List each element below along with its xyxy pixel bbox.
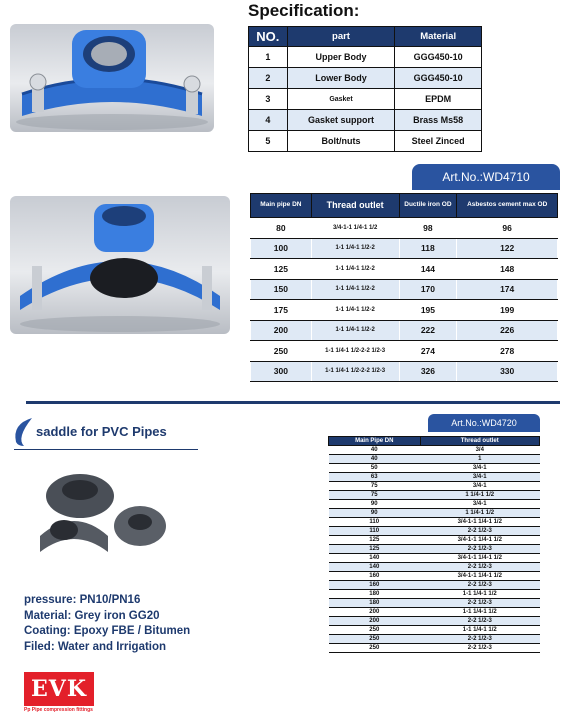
spec-row [249,110,482,131]
spec-row-cell: 3 [249,89,288,110]
pvc-row-cell: 3/4-1 [420,473,539,482]
info-pressure: pressure: PN10/PN16 [24,594,141,606]
pvc-row [329,446,540,455]
wd-row-cell: 226 [457,320,558,341]
pvc-row-cell: 2-2 1/2-3 [420,599,539,608]
pvc-row-cell: 40 [329,446,421,455]
pvc-row-cell: 125 [329,536,421,545]
wd-row [251,238,558,259]
spec-row-cell: 5 [249,131,288,152]
pvc-row-cell: 3/4 [420,446,539,455]
pvc-row-cell: 90 [329,500,421,509]
pvc-row-cell: 1-1 1/4-1 1/2 [420,608,539,617]
wd-row-cell: 250 [251,341,312,362]
pvc-row-cell: 125 [329,545,421,554]
spec-row-cell: Gasket [287,89,395,110]
pvc-row-cell: 2-2 1/2-3 [420,617,539,626]
info-coating: Coating: Epoxy FBE / Bitumen [24,625,191,637]
pvc-row-cell: 180 [329,590,421,599]
wd-row-cell: 1-1 1/4-1 1/2-2 [311,320,399,341]
swoosh-icon [10,416,36,448]
pvc-row [329,635,540,644]
wd-header-ductile: Ductile iron OD [399,194,457,218]
wd-row-cell: 195 [399,300,457,321]
info-material: Material: Grey iron GG20 [24,609,160,622]
pvc-row-cell: 3/4-1-1 1/4-1 1/2 [420,572,539,581]
pvc-row [329,518,540,527]
pvc-info-block [24,593,190,655]
pvc-row-cell: 2-2 1/2-3 [420,563,539,572]
pvc-row-cell: 50 [329,464,421,473]
pvc-row-cell: 63 [329,473,421,482]
pvc-row-cell: 3/4-1-1 1/4-1 1/2 [420,554,539,563]
spec-row [249,47,482,68]
spec-row-cell: Steel Zinced [395,131,482,152]
wd-row-cell: 148 [457,259,558,280]
wd-row-cell: 330 [457,361,558,382]
wd-row-cell: 300 [251,361,312,382]
pvc-row-cell: 3/4-1-1 1/4-1 1/2 [420,518,539,527]
info-field: Filed: Water and Irrigation [24,640,167,653]
pvc-row [329,509,540,518]
wd-row [251,300,558,321]
pvc-row-cell: 1 1/4-1 1/2 [420,509,539,518]
pvc-row [329,464,540,473]
pvc-saddle-parts-photo [24,456,172,572]
wd-row-cell: 1-1 1/4-1 1/2-2 [311,279,399,300]
pvc-row-cell: 140 [329,554,421,563]
pvc-row-cell: 1 1/4-1 1/2 [420,491,539,500]
pvc-header-thread: Thread outlet [420,437,539,446]
pvc-row-cell: 2-2 1/2-3 [420,545,539,554]
pvc-row-cell: 3/4-1 [420,500,539,509]
logo-tagline: Pp Pipe compression fittings [24,707,93,713]
wd-row [251,341,558,362]
wd-row-cell: 278 [457,341,558,362]
saddle-clamp-photo-2 [10,196,230,334]
pvc-row-cell: 2-2 1/2-3 [420,635,539,644]
spec-row-cell: Upper Body [287,47,395,68]
wd-row-cell: 150 [251,279,312,300]
spec-row-cell: Gasket support [287,110,395,131]
wd-header-asbestos: Asbestos cement max OD [457,194,558,218]
spec-row-cell: 1 [249,47,288,68]
pvc-row-cell: 75 [329,482,421,491]
wd-row-cell: 222 [399,320,457,341]
wd-row-cell: 1-1 1/4-1 1/2-2 [311,238,399,259]
pvc-row-cell: 1-1 1/4-1 1/2 [420,590,539,599]
pvc-title-underline [14,449,198,450]
spec-row-cell: EPDM [395,89,482,110]
logo-brand: EVK [24,672,94,706]
wd-row-cell: 1-1 1/4-1 1/2-2-2 1/2-3 [311,341,399,362]
pvc-row [329,626,540,635]
pvc-row-cell: 3/4-1-1 1/4-1 1/2 [420,536,539,545]
pvc-row-cell: 110 [329,527,421,536]
pvc-row-cell: 250 [329,644,421,653]
pvc-row [329,581,540,590]
pvc-row [329,617,540,626]
pvc-row-cell: 2-2 1/2-3 [420,527,539,536]
wd-row [251,218,558,239]
wd-row-cell: 274 [399,341,457,362]
pvc-row [329,608,540,617]
spec-row [249,131,482,152]
spec-row-cell: 2 [249,68,288,89]
section-divider [26,401,560,404]
pvc-header-dn: Main Pipe DN [329,437,421,446]
wd-row-cell: 98 [399,218,457,239]
pvc-row-cell: 75 [329,491,421,500]
spec-table [248,26,482,152]
pvc-row-cell: 90 [329,509,421,518]
pvc-table [328,436,540,653]
art-no-badge-wd4710: Art.No.:WD4710 [412,164,560,190]
pvc-row-cell: 250 [329,626,421,635]
pvc-row-cell: 110 [329,518,421,527]
pvc-row [329,545,540,554]
spec-header-no: NO. [249,27,288,47]
wd-row [251,320,558,341]
pvc-row-cell: 200 [329,617,421,626]
wd-row-cell: 1-1 1/4-1 1/2-2 [311,300,399,321]
spec-row-cell: GGG450-10 [395,68,482,89]
spec-row [249,68,482,89]
spec-header-part: part [287,27,395,47]
saddle-clamp-photo [10,24,214,132]
pvc-row-cell: 3/4-1 [420,482,539,491]
wd-header-dn: Main pipe DN [251,194,312,218]
pvc-row [329,599,540,608]
pvc-row-cell: 2-2 1/2-3 [420,581,539,590]
pvc-row [329,500,540,509]
wd-row-cell: 326 [399,361,457,382]
pvc-row-cell: 250 [329,635,421,644]
pvc-row [329,644,540,653]
pvc-row [329,572,540,581]
pvc-row-cell: 140 [329,563,421,572]
wd-row-cell: 144 [399,259,457,280]
pvc-row-cell: 160 [329,572,421,581]
pvc-row-cell: 3/4-1 [420,464,539,473]
pvc-row-cell: 2-2 1/2-3 [420,644,539,653]
evk-logo [24,672,124,712]
spec-row [249,89,482,110]
pvc-row-cell: 1 [420,455,539,464]
pvc-row [329,527,540,536]
pvc-row [329,536,540,545]
pvc-row-cell: 160 [329,581,421,590]
wd-row [251,279,558,300]
pvc-section-title: saddle for PVC Pipes [36,424,167,439]
spec-row-cell: 4 [249,110,288,131]
spec-row-cell: Brass Ms58 [395,110,482,131]
pvc-row-cell: 1-1 1/4-1 1/2 [420,626,539,635]
wd4710-table [250,193,558,382]
pvc-row-cell: 200 [329,608,421,617]
pvc-row [329,590,540,599]
wd-row-cell: 174 [457,279,558,300]
pvc-row [329,563,540,572]
wd-row-cell: 200 [251,320,312,341]
wd-row [251,361,558,382]
spec-header-material: Material [395,27,482,47]
spec-row-cell: Bolt/nuts [287,131,395,152]
wd-row-cell: 199 [457,300,558,321]
wd-row [251,259,558,280]
spec-row-cell: GGG450-10 [395,47,482,68]
wd-row-cell: 1-1 1/4-1 1/2-2 [311,259,399,280]
pvc-row [329,554,540,563]
pvc-row [329,473,540,482]
wd-row-cell: 122 [457,238,558,259]
wd-row-cell: 118 [399,238,457,259]
spec-row-cell: Lower Body [287,68,395,89]
wd-row-cell: 100 [251,238,312,259]
wd-row-cell: 80 [251,218,312,239]
pvc-row [329,491,540,500]
wd-row-cell: 125 [251,259,312,280]
wd-row-cell: 1-1 1/4-1 1/2-2-2 1/2-3 [311,361,399,382]
wd-row-cell: 170 [399,279,457,300]
pvc-row-cell: 40 [329,455,421,464]
pvc-row [329,455,540,464]
wd-header-thread: Thread outlet [311,194,399,218]
wd-row-cell: 3/4-1-1 1/4-1 1/2 [311,218,399,239]
wd-row-cell: 96 [457,218,558,239]
pvc-row-cell: 180 [329,599,421,608]
spec-title: Specification: [248,1,360,20]
wd-row-cell: 175 [251,300,312,321]
pvc-row [329,482,540,491]
art-no-badge-wd4720: Art.No.:WD4720 [428,414,540,432]
